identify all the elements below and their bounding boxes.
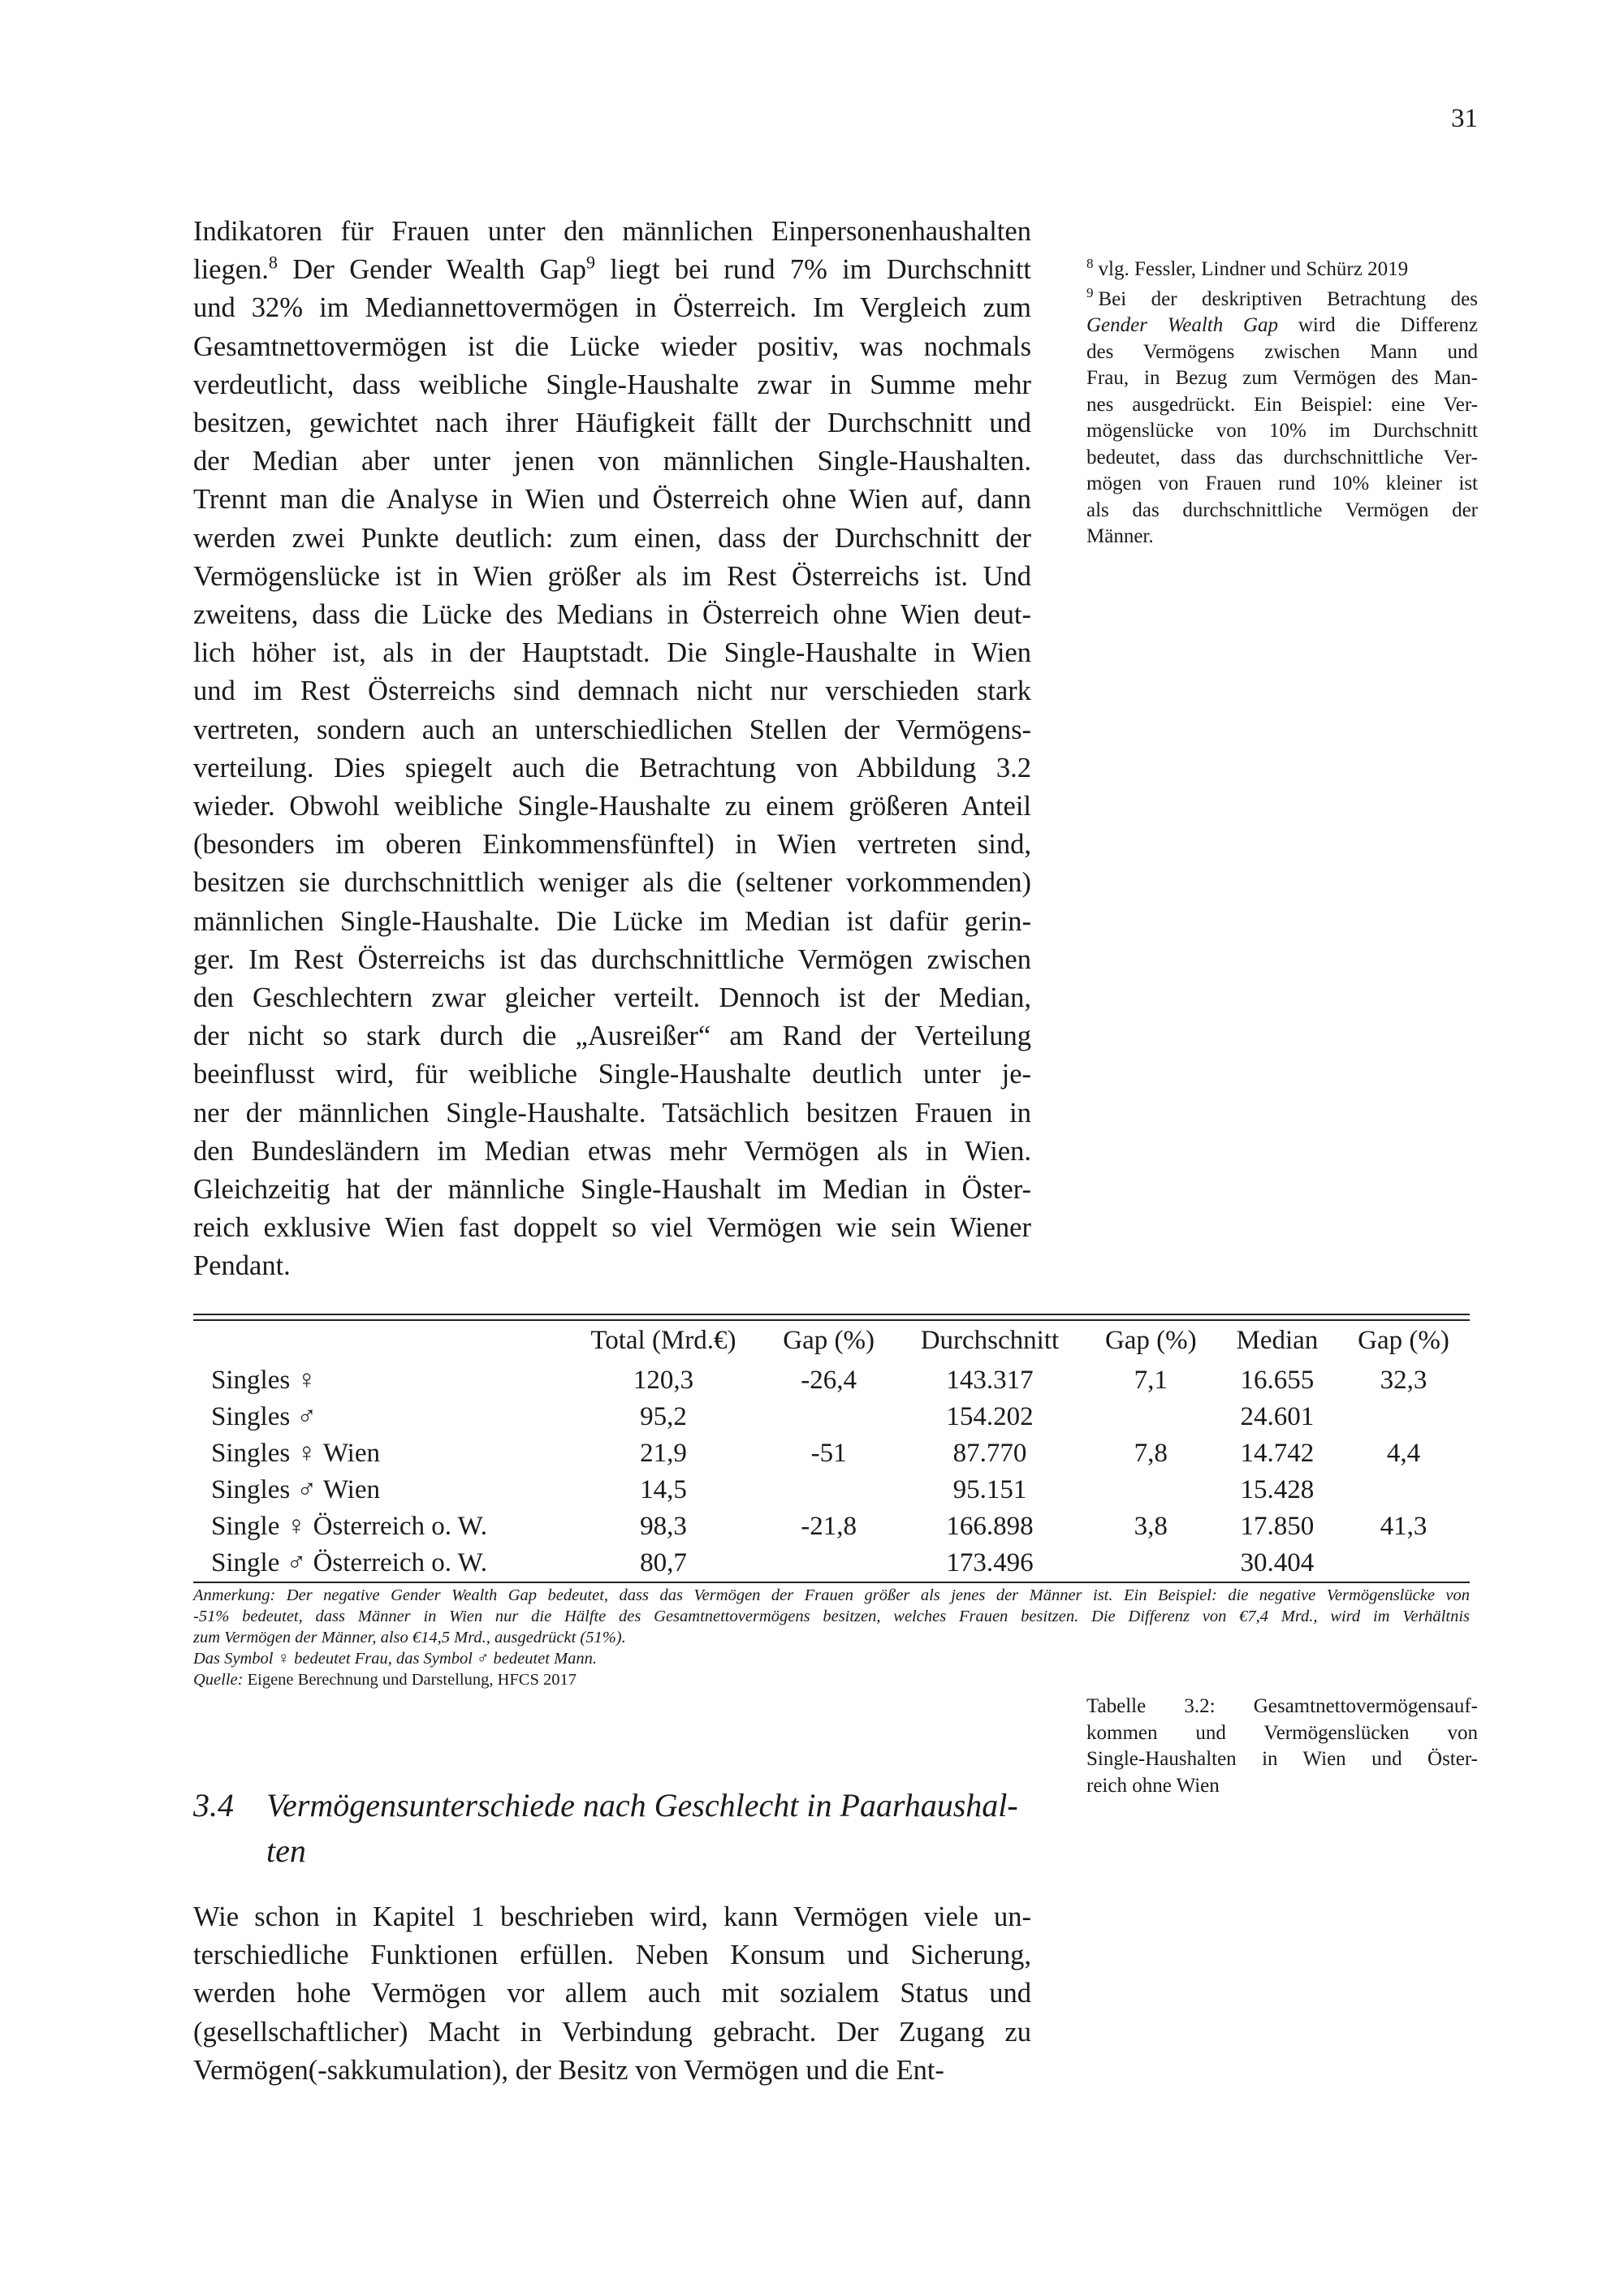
footnote-line: Männer. [1086, 525, 1154, 547]
table-cell: 14,5 [640, 1475, 687, 1504]
caption-line: Tabelle 3.2: Gesamtnettovermögensauf- [1086, 1695, 1478, 1717]
text-line: liegen.$^8$ Der Gender Wealth Gap$^9$ liegt bei rund 7% im Durchschnitt [193, 252, 1032, 286]
table-cell: 95,2 [640, 1402, 687, 1431]
text-line: reich exklusive Wien fast doppelt so viel Vermögen wie sein Wiener [193, 1212, 1031, 1244]
text-line: männlichen Single-Haushalte. Die Lücke im Median ist dafür gerin- [193, 905, 1031, 937]
table-cell: -51 [810, 1439, 847, 1468]
text-line: Vermögen(-sakkumulation), der Besitz von Vermögen und die Ent- [193, 2054, 944, 2086]
page-number: 31 [1451, 104, 1478, 133]
table-cell: 120,3 [633, 1366, 694, 1395]
table-cell: 87.770 [952, 1439, 1027, 1468]
table-cell [1085, 1399, 1217, 1435]
table-row [193, 1435, 1470, 1472]
column-header [193, 1321, 564, 1362]
row-label: Singles ♂ [211, 1402, 317, 1431]
table-bottom-rule [193, 1582, 1470, 1583]
row-label: Singles ♀ [211, 1366, 317, 1395]
table-cell: 21,9 [640, 1439, 687, 1468]
text-line: wieder. Obwohl weibliche Single-Haushalte zu einem größeren Anteil [193, 791, 1031, 822]
column-header: Gap (%) [783, 1326, 875, 1355]
text-line: besitzen sie durchschnittlich weniger als die (seltener vorkommenden) [193, 867, 1031, 899]
body-paragraph-1 [193, 213, 1031, 1286]
column-header: Durchschnitt [920, 1326, 1060, 1355]
table-cell: -26,4 [801, 1366, 857, 1395]
text-line: terschiedliche Funktionen erfüllen. Neben Konsum und Sicherung, [193, 1940, 1031, 1971]
table-cell: 17.850 [1240, 1512, 1315, 1541]
table-cell: 98,3 [640, 1512, 687, 1541]
table-row [193, 1472, 1470, 1508]
table-cell: 3,8 [1134, 1512, 1168, 1541]
table-note [193, 1585, 1470, 1690]
table-cell: 14.742 [1240, 1439, 1315, 1468]
text-line: Vermögenslücke ist in Wien größer als im Rest Österreichs ist. Und [193, 560, 1031, 592]
table-row [193, 1399, 1470, 1435]
text-line: Trennt man die Analyse in Wien und Österreich ohne Wien auf, dann [193, 484, 1031, 516]
footnote-mark: 9 [1086, 285, 1094, 301]
table-cell: 80,7 [640, 1548, 687, 1577]
note-line: -51% bedeutet, dass Männer in Wien nur die Hälfte des Gesamtnettovermögens besitzen, welches Frauen besitzen. Die Differenz von €7,4 Mrd., wird im Verhältnis [193, 1608, 1470, 1625]
table-cell: -21,8 [801, 1512, 857, 1541]
source-label: Quelle: [193, 1671, 244, 1689]
caption-line: kommen und Vermögenslücken von [1086, 1721, 1478, 1744]
table-cell: 32,3 [1380, 1366, 1427, 1395]
footnote-9 [1086, 287, 1478, 550]
note-line: zum Vermögen der Männer, also €14,5 Mrd., ausgedrückt (51%). [193, 1629, 626, 1646]
footnote-8 [1086, 257, 1478, 283]
table-top-rule [193, 1314, 1470, 1321]
italic-term: Gender Wealth Gap [1086, 314, 1279, 336]
table-row [193, 1362, 1470, 1399]
column-header: Gap (%) [1358, 1326, 1449, 1355]
table-cell: 143.317 [946, 1366, 1034, 1395]
column-header: Gap (%) [1104, 1326, 1197, 1355]
footnote-line: nes ausgedrückt. Ein Beispiel: eine Ver- [1086, 393, 1478, 416]
text-line: Pendant. [193, 1250, 291, 1282]
text-line: (besonders im oberen Einkommensfünftel) in Wien vertreten sind, [193, 829, 1031, 861]
text-line: verteilung. Dies spiegelt auch die Betrachtung von Abbildung 3.2 [193, 752, 1031, 783]
table-row [193, 1545, 1470, 1582]
row-label: Singles ♂ Wien [211, 1475, 380, 1504]
text-line: den Geschlechtern zwar gleicher verteilt. Dennoch ist der Median, [193, 982, 1031, 1014]
section-title-line1: Vermögensunterschiede nach Geschlecht in Paarhaushal- [266, 1787, 1018, 1823]
text-line: der nicht so stark durch die „Ausreißer“ am Rand der Verteilung [193, 1021, 1031, 1052]
footnote-line: $^9$ Bei der deskriptiven Betrachtung des [1086, 285, 1478, 310]
table-cell: 16.655 [1240, 1366, 1315, 1395]
section-number: 3.4 [193, 1787, 234, 1823]
footnote-line: als das durchschnittliche Vermögen der [1086, 498, 1478, 521]
table-cell [762, 1472, 895, 1508]
table-cell: 95.151 [952, 1475, 1027, 1504]
table-cell: 24.601 [1240, 1402, 1315, 1431]
column-header: Total (Mrd.€) [590, 1326, 736, 1355]
text-line: ner der männlichen Single-Haushalte. Tatsächlich besitzen Frauen in [193, 1097, 1031, 1129]
table-cell [1337, 1472, 1470, 1508]
table-cell: 15.428 [1240, 1475, 1315, 1504]
text-line: und 32% im Mediannettovermögen in Österreich. Im Vergleich zum [193, 292, 1031, 324]
footnote-mark: 9 [586, 252, 595, 273]
text-line: zweitens, dass die Lücke des Medians in Österreich ohne Wien deut- [193, 599, 1031, 631]
row-label: Single ♂ Österreich o. W. [211, 1548, 488, 1577]
text-line: Gesamtnettovermögen ist die Lücke wieder positiv, was nochmals [193, 330, 1031, 362]
text-line: ger. Im Rest Österreichs ist das durchschnittliche Vermögen zwischen [193, 943, 1031, 975]
table-cell: 7,1 [1134, 1366, 1168, 1395]
table-cell [1337, 1545, 1470, 1582]
table-cell: 154.202 [946, 1402, 1034, 1431]
note-line: Das Symbol ♀ bedeutet Frau, das Symbol ♂ bedeutet Mann. [193, 1650, 598, 1668]
table-cell [1085, 1545, 1217, 1582]
section-heading [193, 1783, 1046, 1874]
text-line: und im Rest Österreichs sind demnach nicht nur verschieden stark [193, 675, 1031, 707]
note-line: Anmerkung: Der negative Gender Wealth Gap bedeutet, dass das Vermögen der Frauen größer als jenes der Männer ist. Ein Beispiel: die negative Vermögenslücke von [193, 1586, 1470, 1604]
text-line: Indikatoren für Frauen unter den männlichen Einpersonenhaushalten [193, 216, 1031, 247]
source-line [193, 1669, 1470, 1690]
caption-line: Single-Haushalten in Wien und Öster- [1086, 1748, 1478, 1770]
wealth-gap-table [193, 1314, 1470, 1690]
text-line: den Bundesländern im Median etwas mehr Vermögen als in Wien. [193, 1135, 1031, 1167]
table-cell: 4,4 [1386, 1439, 1421, 1468]
footnote-line: bedeutet, dass das durchschnittliche Ver- [1086, 446, 1478, 468]
text-line: Wie schon in Kapitel 1 beschrieben wird, kann Vermögen viele un- [193, 1901, 1031, 1932]
text-line: besitzen, gewichtet nach ihrer Häufigkeit fällt der Durchschnitt und [193, 408, 1031, 439]
footnote-mark: 8 [268, 252, 278, 273]
row-label: Singles ♀ Wien [211, 1439, 380, 1468]
table-cell: 173.496 [946, 1548, 1034, 1577]
body-paragraph-2 [193, 1898, 1031, 2090]
text-line: werden zwei Punkte deutlich: zum einen, dass der Durchschnitt der [193, 522, 1031, 554]
section-title-line2: ten [266, 1832, 306, 1869]
footnote-line: des Vermögens zwischen Mann und [1086, 340, 1478, 363]
table-cell [762, 1399, 895, 1435]
table-row [193, 1508, 1470, 1545]
footnote-line: Gender Wealth Gap wird die Differenz [1086, 314, 1478, 336]
footnote-line: mögenslücke von 10% im Durchschnitt [1086, 420, 1478, 442]
text-line: Gleichzeitig hat der männliche Single-Haushalt im Median in Öster- [193, 1174, 1031, 1206]
footnote-line: Frau, in Bezug zum Vermögen des Man- [1086, 367, 1478, 389]
table-header-row [193, 1321, 1470, 1362]
table-cell [1337, 1399, 1470, 1435]
text-line: beeinflusst wird, für weibliche Single-Haushalte deutlich unter je- [193, 1059, 1031, 1090]
source-text: Eigene Berechnung und Darstellung, HFCS 2017 [243, 1671, 577, 1689]
row-label: Single ♀ Österreich o. W. [211, 1512, 488, 1541]
footnote-line: $^8$ vlg. Fessler, Lindner und Schürz 2019 [1086, 255, 1409, 280]
table-cell: 166.898 [946, 1512, 1034, 1541]
table-cell: 7,8 [1134, 1439, 1168, 1468]
text-line: lich höher ist, als in der Hauptstadt. Die Single-Haushalte in Wien [193, 637, 1031, 669]
table-cell [1085, 1472, 1217, 1508]
table-cell: 30.404 [1240, 1548, 1315, 1577]
text-line: der Median aber unter jenen von männlichen Single-Haushalten. [193, 446, 1031, 477]
caption-line: reich ohne Wien [1086, 1774, 1220, 1797]
column-header: Median [1236, 1326, 1319, 1355]
table-cell: 41,3 [1380, 1512, 1427, 1541]
footnote-line: mögen von Frauen rund 10% kleiner ist [1086, 473, 1478, 494]
footnote-mark: 8 [1086, 255, 1094, 271]
table-caption [1086, 1694, 1478, 1799]
text-line: verdeutlicht, dass weibliche Single-Haushalte zwar in Summe mehr [193, 369, 1031, 400]
margin-footnotes [1086, 257, 1478, 550]
table-cell [762, 1545, 895, 1582]
text-line: vertreten, sondern auch an unterschiedlichen Stellen der Vermögens- [193, 714, 1031, 745]
text-line: werden hohe Vermögen vor allem auch mit sozialem Status und [193, 1978, 1031, 2009]
text-line: (gesellschaftlicher) Macht in Verbindung gebracht. Der Zugang zu [193, 2016, 1031, 2048]
